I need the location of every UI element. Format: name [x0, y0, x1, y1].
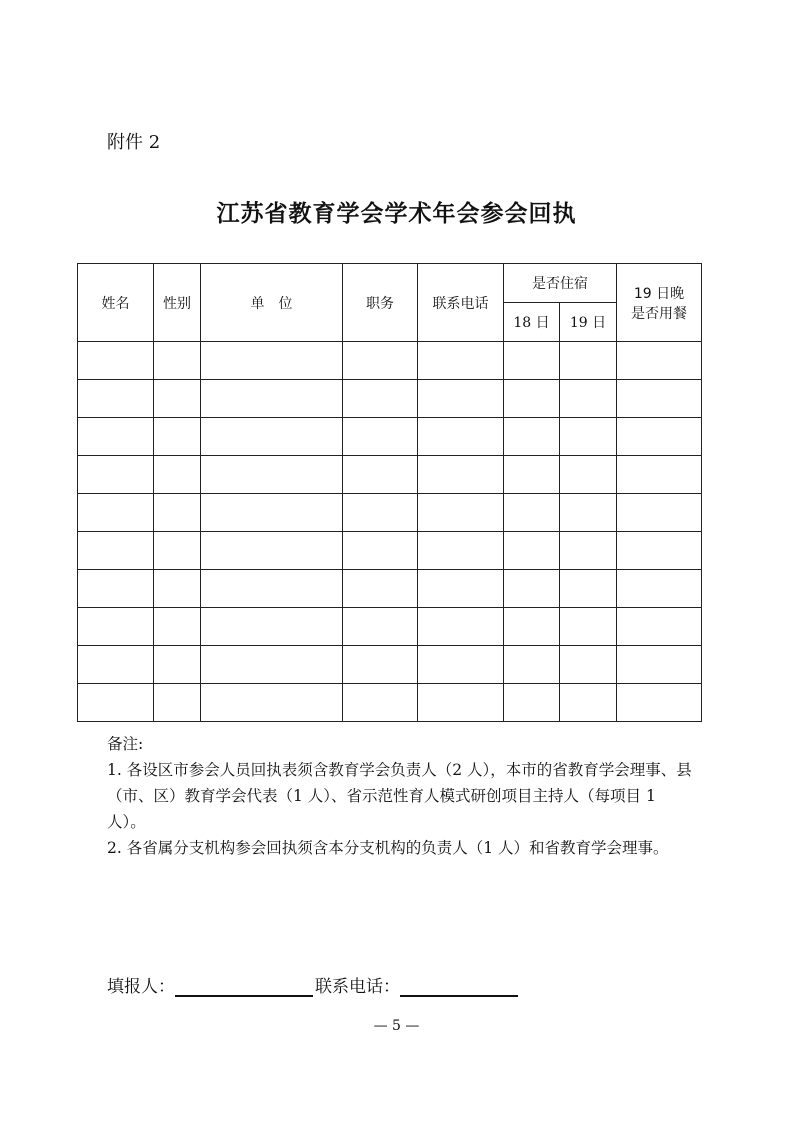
table-cell[interactable] — [343, 456, 418, 494]
table-cell[interactable] — [343, 608, 418, 646]
table-cell[interactable] — [201, 684, 343, 722]
filler-label: 填报人： — [107, 977, 175, 997]
table-cell[interactable] — [418, 608, 504, 646]
header-dinner-line2: 是否用餐 — [631, 305, 687, 322]
header-lodging-day1: 18 日 — [504, 303, 560, 342]
table-cell[interactable] — [418, 456, 504, 494]
table-cell[interactable] — [343, 342, 418, 380]
table-cell[interactable] — [504, 380, 560, 418]
table-row — [78, 494, 702, 532]
table-row — [78, 456, 702, 494]
header-dinner — [617, 264, 702, 342]
table-cell[interactable] — [201, 570, 343, 608]
table-cell[interactable] — [201, 532, 343, 570]
page-number: — 5 — — [373, 1018, 420, 1034]
fill-line — [107, 972, 518, 997]
table-cell[interactable] — [343, 494, 418, 532]
table-cell[interactable] — [154, 646, 201, 684]
note-item-1: 1. 各设区市参会人员回执表须含教育学会负责人（2 人），本市的省教育学会理事、县（市、区）教育学会代表（1 人）、省示范性育人模式研创项目主持人（每项目 1 人）。 — [107, 761, 692, 831]
header-name: 姓名 — [78, 264, 154, 342]
table-cell[interactable] — [617, 380, 702, 418]
table-row — [78, 608, 702, 646]
table-cell[interactable] — [78, 570, 154, 608]
table-cell[interactable] — [343, 570, 418, 608]
table-cell[interactable] — [617, 456, 702, 494]
table-cell[interactable] — [343, 418, 418, 456]
table-cell[interactable] — [504, 532, 560, 570]
table-cell[interactable] — [154, 532, 201, 570]
table-cell[interactable] — [201, 494, 343, 532]
table-cell[interactable] — [504, 570, 560, 608]
table-cell[interactable] — [78, 456, 154, 494]
table-cell[interactable] — [418, 418, 504, 456]
table-cell[interactable] — [617, 342, 702, 380]
table-cell[interactable] — [560, 380, 617, 418]
table-cell[interactable] — [343, 684, 418, 722]
attachment-label: 附件 2 — [107, 132, 161, 153]
table-cell[interactable] — [154, 684, 201, 722]
table-cell[interactable] — [504, 494, 560, 532]
table-cell[interactable] — [504, 418, 560, 456]
table-cell[interactable] — [154, 608, 201, 646]
table-row — [78, 418, 702, 456]
phone-blank[interactable] — [400, 975, 518, 997]
table-cell[interactable] — [418, 532, 504, 570]
receipt-table — [77, 263, 702, 722]
note-item-2: 2. 各省属分支机构参会回执须含本分支机构的负责人（1 人）和省教育学会理事。 — [107, 839, 669, 857]
table-cell[interactable] — [201, 608, 343, 646]
table-cell[interactable] — [560, 494, 617, 532]
header-gender: 性别 — [154, 264, 201, 342]
header-position: 职务 — [343, 264, 418, 342]
table-cell[interactable] — [504, 646, 560, 684]
table-cell[interactable] — [617, 608, 702, 646]
table-cell[interactable] — [617, 532, 702, 570]
table-cell[interactable] — [78, 342, 154, 380]
table-cell[interactable] — [504, 456, 560, 494]
table-cell[interactable] — [504, 684, 560, 722]
header-phone: 联系电话 — [418, 264, 504, 342]
table-cell[interactable] — [418, 342, 504, 380]
filler-blank[interactable] — [175, 975, 313, 997]
table-cell[interactable] — [201, 380, 343, 418]
table-cell[interactable] — [78, 646, 154, 684]
table-cell[interactable] — [201, 456, 343, 494]
table-row — [78, 380, 702, 418]
table-cell[interactable] — [78, 684, 154, 722]
table-cell[interactable] — [560, 608, 617, 646]
table-cell[interactable] — [418, 684, 504, 722]
table-row — [78, 570, 702, 608]
table-cell[interactable] — [617, 418, 702, 456]
table-body — [78, 342, 702, 722]
table-cell[interactable] — [154, 456, 201, 494]
table-cell[interactable] — [78, 494, 154, 532]
table-cell[interactable] — [154, 342, 201, 380]
table-cell[interactable] — [78, 532, 154, 570]
table-cell[interactable] — [154, 380, 201, 418]
table-row — [78, 646, 702, 684]
table-cell[interactable] — [154, 570, 201, 608]
notes-heading: 备注: — [107, 735, 144, 753]
table-cell[interactable] — [78, 608, 154, 646]
notes-section — [107, 731, 697, 861]
document-title: 江苏省教育学会学术年会参会回执 — [216, 200, 577, 227]
table-cell[interactable] — [418, 646, 504, 684]
table-row — [78, 532, 702, 570]
table-cell[interactable] — [78, 380, 154, 418]
table-cell[interactable] — [560, 532, 617, 570]
table-cell[interactable] — [201, 646, 343, 684]
table-cell[interactable] — [560, 342, 617, 380]
phone-label: 联系电话： — [315, 977, 400, 997]
table-cell[interactable] — [201, 342, 343, 380]
table-cell[interactable] — [617, 494, 702, 532]
table-cell[interactable] — [418, 570, 504, 608]
table-row — [78, 684, 702, 722]
table-cell[interactable] — [504, 608, 560, 646]
table-cell[interactable] — [201, 418, 343, 456]
table-cell[interactable] — [560, 646, 617, 684]
table-cell[interactable] — [343, 646, 418, 684]
table-cell[interactable] — [504, 342, 560, 380]
header-dinner-line1: 19 日晚 — [633, 285, 685, 302]
table-cell[interactable] — [617, 646, 702, 684]
table-cell[interactable] — [560, 684, 617, 722]
table-cell[interactable] — [154, 494, 201, 532]
table-cell[interactable] — [343, 380, 418, 418]
header-lodging: 是否住宿 — [504, 264, 617, 303]
table-cell[interactable] — [343, 532, 418, 570]
table-cell[interactable] — [418, 380, 504, 418]
table-row — [78, 342, 702, 380]
header-unit: 单 位 — [201, 264, 343, 342]
table-cell[interactable] — [560, 570, 617, 608]
table-cell[interactable] — [418, 494, 504, 532]
table-cell[interactable] — [78, 418, 154, 456]
table-cell[interactable] — [617, 570, 702, 608]
table-cell[interactable] — [617, 684, 702, 722]
table-cell[interactable] — [560, 418, 617, 456]
table-cell[interactable] — [560, 456, 617, 494]
header-lodging-day2: 19 日 — [560, 303, 617, 342]
table-cell[interactable] — [154, 418, 201, 456]
